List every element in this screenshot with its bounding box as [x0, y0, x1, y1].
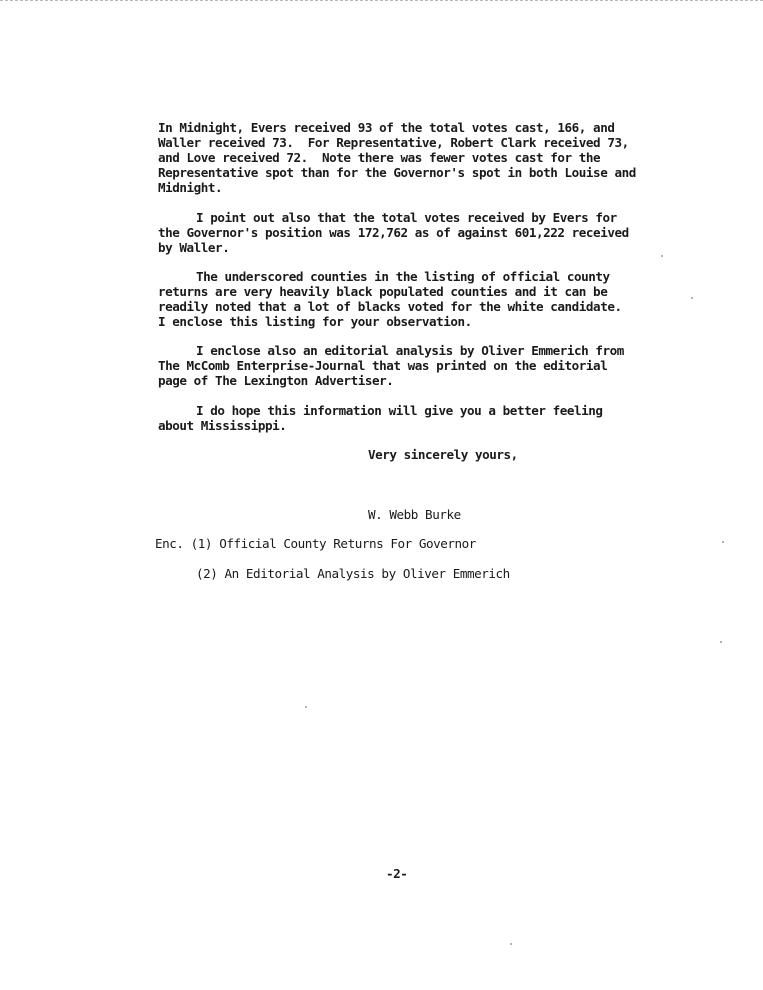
paragraph-line: I enclose this listing for your observation. [158, 314, 472, 329]
paragraph-line: Midnight. [158, 180, 223, 195]
paragraph-line: The underscored counties in the listing of official county [196, 269, 610, 284]
paragraph-line: The McComb Enterprise-Journal that was printed on the editorial [158, 358, 608, 373]
paragraph-line: by Waller. [158, 240, 230, 255]
enclosure-2: (2) An Editorial Analysis by Oliver Emmerich [196, 566, 510, 581]
paragraph-line: I point out also that the total votes received by Evers for [196, 210, 617, 225]
paragraph-line: readily noted that a lot of blacks voted for the white candidate. [158, 299, 622, 314]
paragraph-line: returns are very heavily black populated counties and it can be [158, 284, 608, 299]
paragraph-line: Waller received 73. For Representative, Robert Clark received 73, [158, 135, 629, 150]
signature-name: W. Webb Burke [368, 507, 461, 522]
scan-speck [661, 255, 663, 257]
paragraph-line: page of The Lexington Advertiser. [158, 373, 394, 388]
scan-speck [720, 641, 722, 643]
scan-speck [722, 541, 724, 543]
scan-speck [510, 943, 512, 945]
page-number: -2- [386, 866, 408, 881]
enclosure-1: Enc. (1) Official County Returns For Governor [155, 536, 476, 551]
closing: Very sincerely yours, [368, 447, 518, 462]
paragraph-line: about Mississippi. [158, 418, 287, 433]
paragraph-line: the Governor's position was 172,762 as of against 601,222 received [158, 225, 629, 240]
paragraph-line: In Midnight, Evers received 93 of the total votes cast, 166, and [158, 120, 615, 135]
scan-speck [691, 297, 693, 299]
scan-speck [305, 706, 307, 708]
paragraph-line: Representative spot than for the Governor's spot in both Louise and [158, 165, 636, 180]
paragraph-line: I enclose also an editorial analysis by Oliver Emmerich from [196, 343, 624, 358]
paragraph-line: and Love received 72. Note there was fewer votes cast for the [158, 150, 601, 165]
paragraph-line: I do hope this information will give you a better feeling [196, 403, 603, 418]
